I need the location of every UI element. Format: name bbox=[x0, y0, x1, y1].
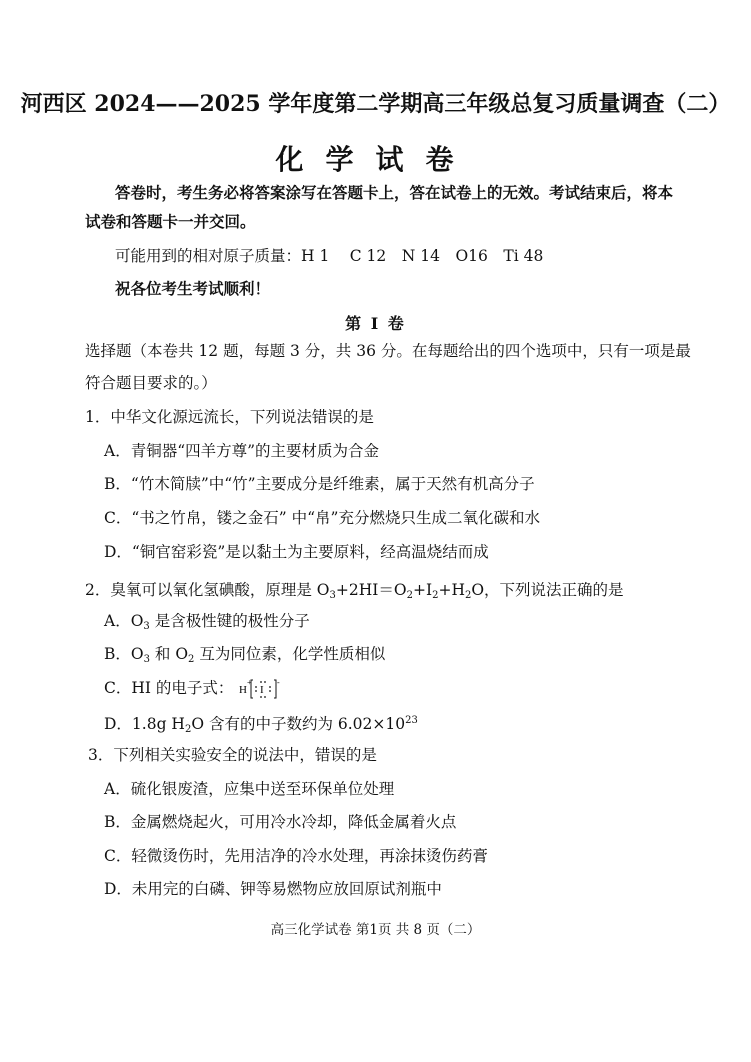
question-3-option-c: C．轻微烫伤时，先用洁净的冷水处理，再涂抹烫伤药膏 bbox=[104, 847, 488, 865]
formula-i-charge: - bbox=[277, 678, 281, 687]
electron-dot bbox=[260, 681, 262, 683]
exam-title: 河西区 2024——2025 学年度第二学期高三年级总复习质量调查（二） bbox=[20, 91, 731, 117]
question-2-option-c: C．HI 的电子式： H + I - bbox=[104, 677, 284, 701]
question-3-option-d: D．未用完的白磷、钾等易燃物应放回原试剂瓶中 bbox=[104, 880, 442, 898]
question-3-option-a: A．硫化银废渣，应集中送至环保单位处理 bbox=[104, 780, 395, 798]
electron-dot bbox=[264, 696, 266, 698]
question-2-stem: 2．臭氧可以氧化氢碘酸，原理是 $O_3+2HI=O_2+I_2+H_2O$，下列说法正确的是 bbox=[85, 581, 624, 601]
bracket-right bbox=[274, 680, 276, 698]
question-1-option-c: C．“书之竹帛，镂之金石” 中“帛”充分燃烧只生成二氧化碳和水 bbox=[104, 509, 540, 527]
question-1-stem: 1．中华文化源远流长，下列说法错误的是 bbox=[85, 408, 374, 426]
question-1-option-d: D．“铜官窑彩瓷”是以黏土为主要原料，经高温烧结而成 bbox=[104, 543, 489, 561]
question-1-option-b: B．“竹木简牍”中“竹”主要成分是纤维素，属于天然有机高分子 bbox=[104, 475, 535, 493]
section-description-2: 符合题目要求的。） bbox=[85, 374, 217, 392]
question-1-option-a: A．青铜器“四羊方尊”的主要材质为合金 bbox=[104, 442, 380, 460]
formula-h: H bbox=[239, 684, 248, 696]
formula-i: I bbox=[260, 684, 265, 696]
good-luck-line: 祝各位考生考试顺利！ bbox=[115, 279, 271, 298]
question-3-stem: 3．下列相关实验安全的说法中，错误的是 bbox=[88, 746, 377, 764]
page-footer: 高三化学试卷 第1页 共 8 页（二） bbox=[270, 922, 481, 938]
subject-title: 化学试卷 bbox=[275, 143, 476, 176]
electron-dot bbox=[255, 686, 257, 688]
electron-dot bbox=[269, 686, 271, 688]
electron-dot bbox=[269, 690, 271, 692]
question-3-option-b: B．金属燃烧起火，可用冷水冷却，降低金属着火点 bbox=[104, 813, 457, 831]
question-2-option-a: A．$O_3$ 是含极性键的极性分子 bbox=[104, 612, 310, 632]
instruction-line-2: 试卷和答题卡一并交回。 bbox=[85, 212, 256, 231]
section-heading: 第 I 卷 bbox=[345, 314, 406, 333]
question-2-option-b: B．$O_3$ 和 $O_2$ 互为同位素，化学性质相似 bbox=[104, 645, 386, 665]
section-description-1: 选择题（本卷共 12 题，每题 3 分，共 36 分。在每题给出的四个选项中，只有一项是最 bbox=[85, 342, 691, 360]
formula-h-charge: + bbox=[247, 678, 252, 687]
atomic-mass-line: 可能用到的相对原子质量：H 1 C 12 N 14 O16 Ti 48 bbox=[115, 247, 544, 265]
bracket-left bbox=[251, 680, 253, 698]
electron-dot bbox=[260, 696, 262, 698]
hi-electron-formula bbox=[238, 677, 284, 701]
question-2-option-d: D．1.8g $H_2O$ 含有的中子数约为 $6.02\times 10^{23}$ bbox=[104, 715, 418, 735]
instruction-line-1: 答卷时，考生务必将答案涂写在答题卡上，答在试卷上的无效。考试结束后，将本 bbox=[115, 183, 674, 202]
electron-dot bbox=[255, 690, 257, 692]
electron-dot bbox=[264, 681, 266, 683]
